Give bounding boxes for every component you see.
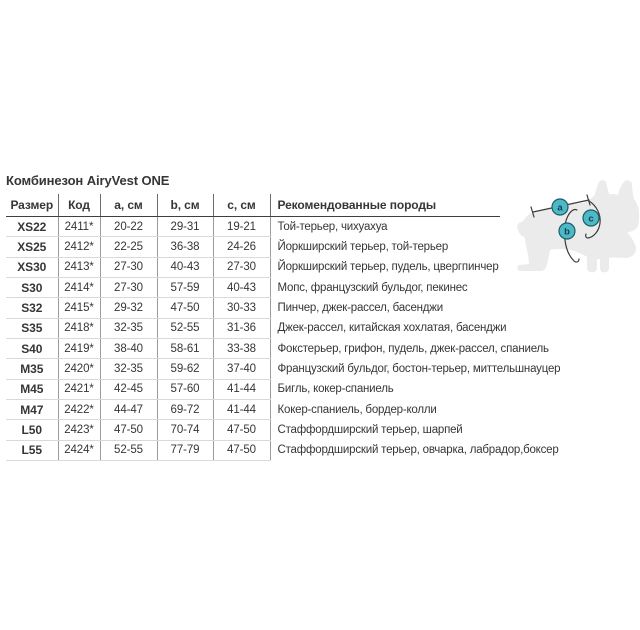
label-c-text: c [588,213,594,225]
column-header-c: c, см [213,194,270,217]
a-cell: 42-45 [100,379,157,399]
size-cell: L50 [6,420,58,440]
b-cell: 29-31 [157,217,213,237]
table-row [6,318,500,338]
page-title: Комбинезон AiryVest ONE [6,173,170,188]
size-table-header [6,194,500,217]
a-cell: 27-30 [100,257,157,277]
size-cell: S30 [6,277,58,297]
table-row [6,217,500,237]
c-cell: 31-36 [213,318,270,338]
c-cell: 24-26 [213,237,270,257]
a-cell: 29-32 [100,298,157,318]
table-row [6,359,500,379]
breeds-cell: Фокстерьер, грифон, пудель, джек-рассел, спаниель [277,342,549,355]
breeds-cell: Той-терьер, чихуахуа [277,220,388,233]
size-cell: S32 [6,298,58,318]
a-cell: 52-55 [100,440,157,460]
code-cell: 2424* [58,440,100,460]
header-row [6,194,500,217]
column-header-size: Размер [6,194,58,217]
breeds-cell: Пинчер, джек-рассел, басенджи [277,301,444,314]
column-header-b: b, см [157,194,213,217]
breeds-cell: Кокер-спаниель, бордер-колли [277,403,437,416]
breeds-cell: Стаффордширский терьер, овчарка, лабрадор,боксер [277,444,559,457]
code-cell: 2412* [58,237,100,257]
code-cell: 2415* [58,298,100,318]
code-cell: 2414* [58,277,100,297]
b-cell: 58-61 [157,338,213,358]
b-cell: 57-60 [157,379,213,399]
b-cell: 77-79 [157,440,213,460]
size-cell: M35 [6,359,58,379]
size-cell: S40 [6,338,58,358]
b-cell: 52-55 [157,318,213,338]
b-cell: 40-43 [157,257,213,277]
size-table [6,194,561,461]
code-cell: 2420* [58,359,100,379]
code-cell: 2411* [58,217,100,237]
c-cell: 33-38 [213,338,270,358]
b-cell: 69-72 [157,399,213,419]
c-cell: 41-44 [213,379,270,399]
c-cell: 30-33 [213,298,270,318]
table-row [6,257,500,277]
c-cell: 47-50 [213,440,270,460]
size-cell: XS30 [6,257,58,277]
c-cell: 40-43 [213,277,270,297]
table-row [6,399,500,419]
table-row [6,298,500,318]
table-row [6,440,500,460]
breeds-cell: Мопс, французский бульдог, пекинес [277,281,468,294]
code-cell: 2419* [58,338,100,358]
a-cell: 47-50 [100,420,157,440]
breeds-cell: Стаффордширский терьер, шарпей [277,423,463,436]
c-cell: 41-44 [213,399,270,419]
table-row [6,420,500,440]
b-cell: 47-50 [157,298,213,318]
size-cell: S35 [6,318,58,338]
column-header-breeds: Рекомендованные породы [270,194,500,217]
size-cell: M45 [6,379,58,399]
table-row [6,237,500,257]
breeds-cell: Йоркширский терьер, пудель, цвергпинчер [277,261,499,274]
a-cell: 44-47 [100,399,157,419]
breeds-cell: Джек-рассел, китайская хохлатая, басенджи [277,322,507,335]
table-row [6,338,500,358]
breeds-cell: Французский бульдог, бостон-терьер, миттельшнауцер [277,362,561,375]
label-a-text: a [557,202,563,214]
breeds-cell: Йоркширский терьер, той-терьер [277,240,449,253]
code-cell: 2423* [58,420,100,440]
column-header-code: Код [58,194,100,217]
c-cell: 27-30 [213,257,270,277]
a-cell: 27-30 [100,277,157,297]
label-b-text: b [564,226,570,238]
size-cell: L55 [6,440,58,460]
code-cell: 2421* [58,379,100,399]
b-cell: 59-62 [157,359,213,379]
a-cell: 20-22 [100,217,157,237]
c-cell: 37-40 [213,359,270,379]
a-cell: 38-40 [100,338,157,358]
c-cell: 19-21 [213,217,270,237]
breeds-cell: Бигль, кокер-спаниель [277,383,394,396]
b-cell: 70-74 [157,420,213,440]
code-cell: 2413* [58,257,100,277]
size-cell: XS25 [6,237,58,257]
code-cell: 2418* [58,318,100,338]
c-cell: 47-50 [213,420,270,440]
b-cell: 36-38 [157,237,213,257]
measurement-diagram [505,170,640,285]
code-cell: 2422* [58,399,100,419]
b-cell: 57-59 [157,277,213,297]
dog-silhouette-image [517,180,639,272]
table-row [6,277,500,297]
column-header-a: a, см [100,194,157,217]
a-cell: 32-35 [100,359,157,379]
size-table-body [6,217,561,461]
size-cell: M47 [6,399,58,419]
a-cell: 22-25 [100,237,157,257]
table-row [6,379,500,399]
size-cell: XS22 [6,217,58,237]
a-cell: 32-35 [100,318,157,338]
